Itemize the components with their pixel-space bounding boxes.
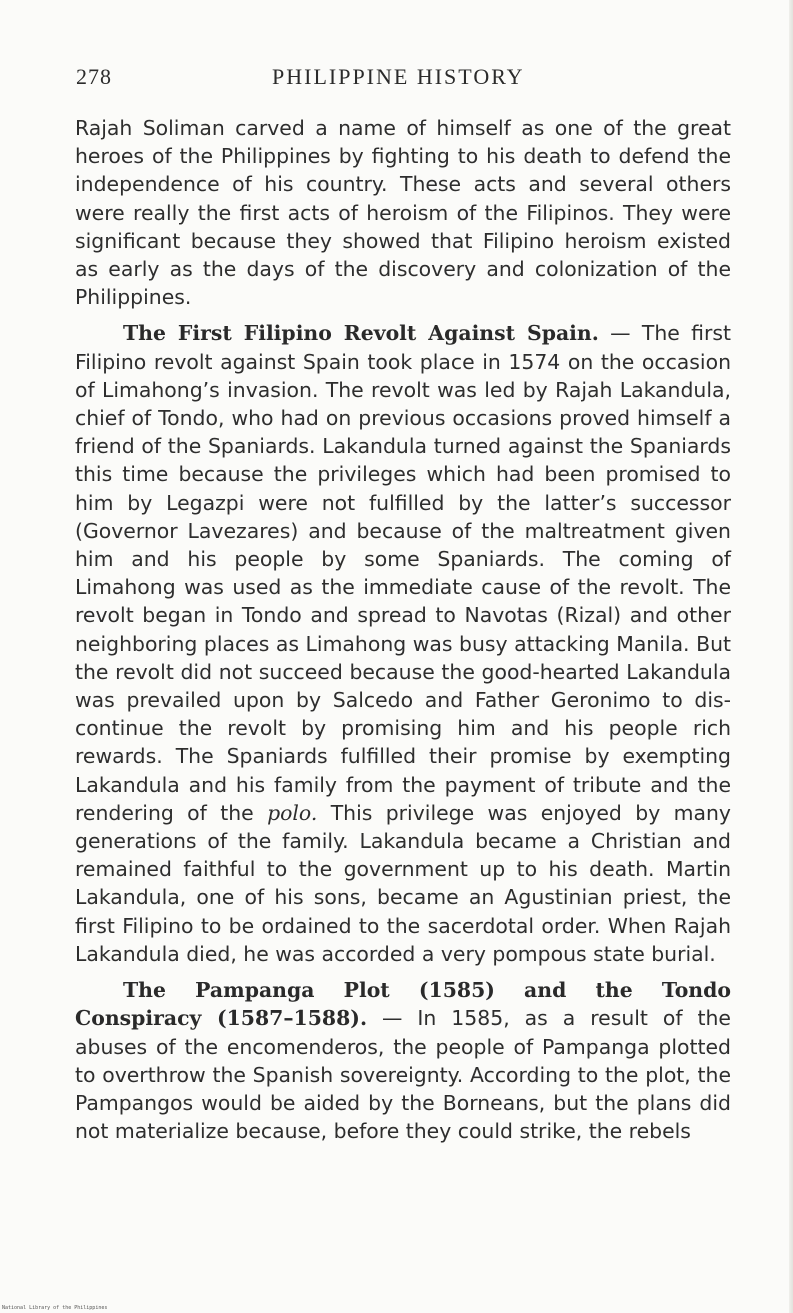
first-revolt-text-b: This privilege was enjoyed by many generations of the family. Lakandula became a Christian and remained faithful to the government up to his death. Martin Lakandula, one of his sons, became an Agustinian priest, the first Filipino to be ordained to the sacerdotal order. When Rajah Lakandula died, he was accorded a very pompous state burial. xyxy=(75,800,731,966)
heading-dash: — xyxy=(367,1006,418,1031)
library-credit: National Library of the Philippines xyxy=(2,1305,108,1311)
section-heading-first-revolt: The First Filipino Revolt Against Spain. xyxy=(123,321,599,346)
page-number: 278 xyxy=(76,64,112,89)
page-edge xyxy=(789,0,793,1313)
heading-dash: — xyxy=(598,321,642,346)
first-revolt-text-a: The first Filipino revolt against Spain took place in 1574 on the occasion of Limahong’s invasion. The revolt was led by Rajah Lakandula, chief of Tondo, who had on previous occasions proved himself a friend of the Spaniards. Lakandula turned against the Spaniards this time because the privileges which had been promised to him by Legazpi were not fulfilled by the latter’s successor (Governor Lavezares) and because of the maltreatment given him and his people by some Spaniards. The coming of Limahong was used as the immediate cause of the revolt. The revolt began in Tondo and spread to Navotas (Rizal) and other neighboring places as Limahong was busy attacking Manila. But the revolt did not succeed because the good-hearted Lakandula was prevailed upon by Salcedo and Father Geronimo to discontinue the revolt by promising him and his people rich rewards. The Spaniards fulfilled their promise by exempting Lakandula and his family from the payment of tribute and the rendering of the xyxy=(75,321,731,825)
section-heading-pampanga-plot: The Pampanga Plot (1585) and the Tondo Conspiracy (1587–1588). xyxy=(75,978,731,1031)
page-header xyxy=(76,64,730,94)
body-text xyxy=(75,114,731,1153)
paragraph-first-revolt xyxy=(75,319,731,968)
paragraph-rajah-soliman: Rajah Soliman carved a name of himself as one of the great heroes of the Philippines by fighting to his death to defend the independence of his country. These acts and several others were really the first acts of heroism of the Filipinos. They were significant because they showed that Filipino heroism existed as early as the days of the discovery and colonization of the Philippines. xyxy=(75,116,731,310)
running-title: PHILIPPINE HISTORY xyxy=(272,64,525,89)
polo-term: polo. xyxy=(267,800,318,825)
pampanga-plot-text: In 1585, as a result of the abuses of the encomenderos, the people of Pampanga plotted to overthrow the Spanish sovereignty. According to the plot, the Pampangos would be aided by the Borneans, but the plans did not materialize because, before they could strike, the rebels xyxy=(75,1006,731,1144)
paragraph-pampanga-plot xyxy=(75,976,731,1145)
